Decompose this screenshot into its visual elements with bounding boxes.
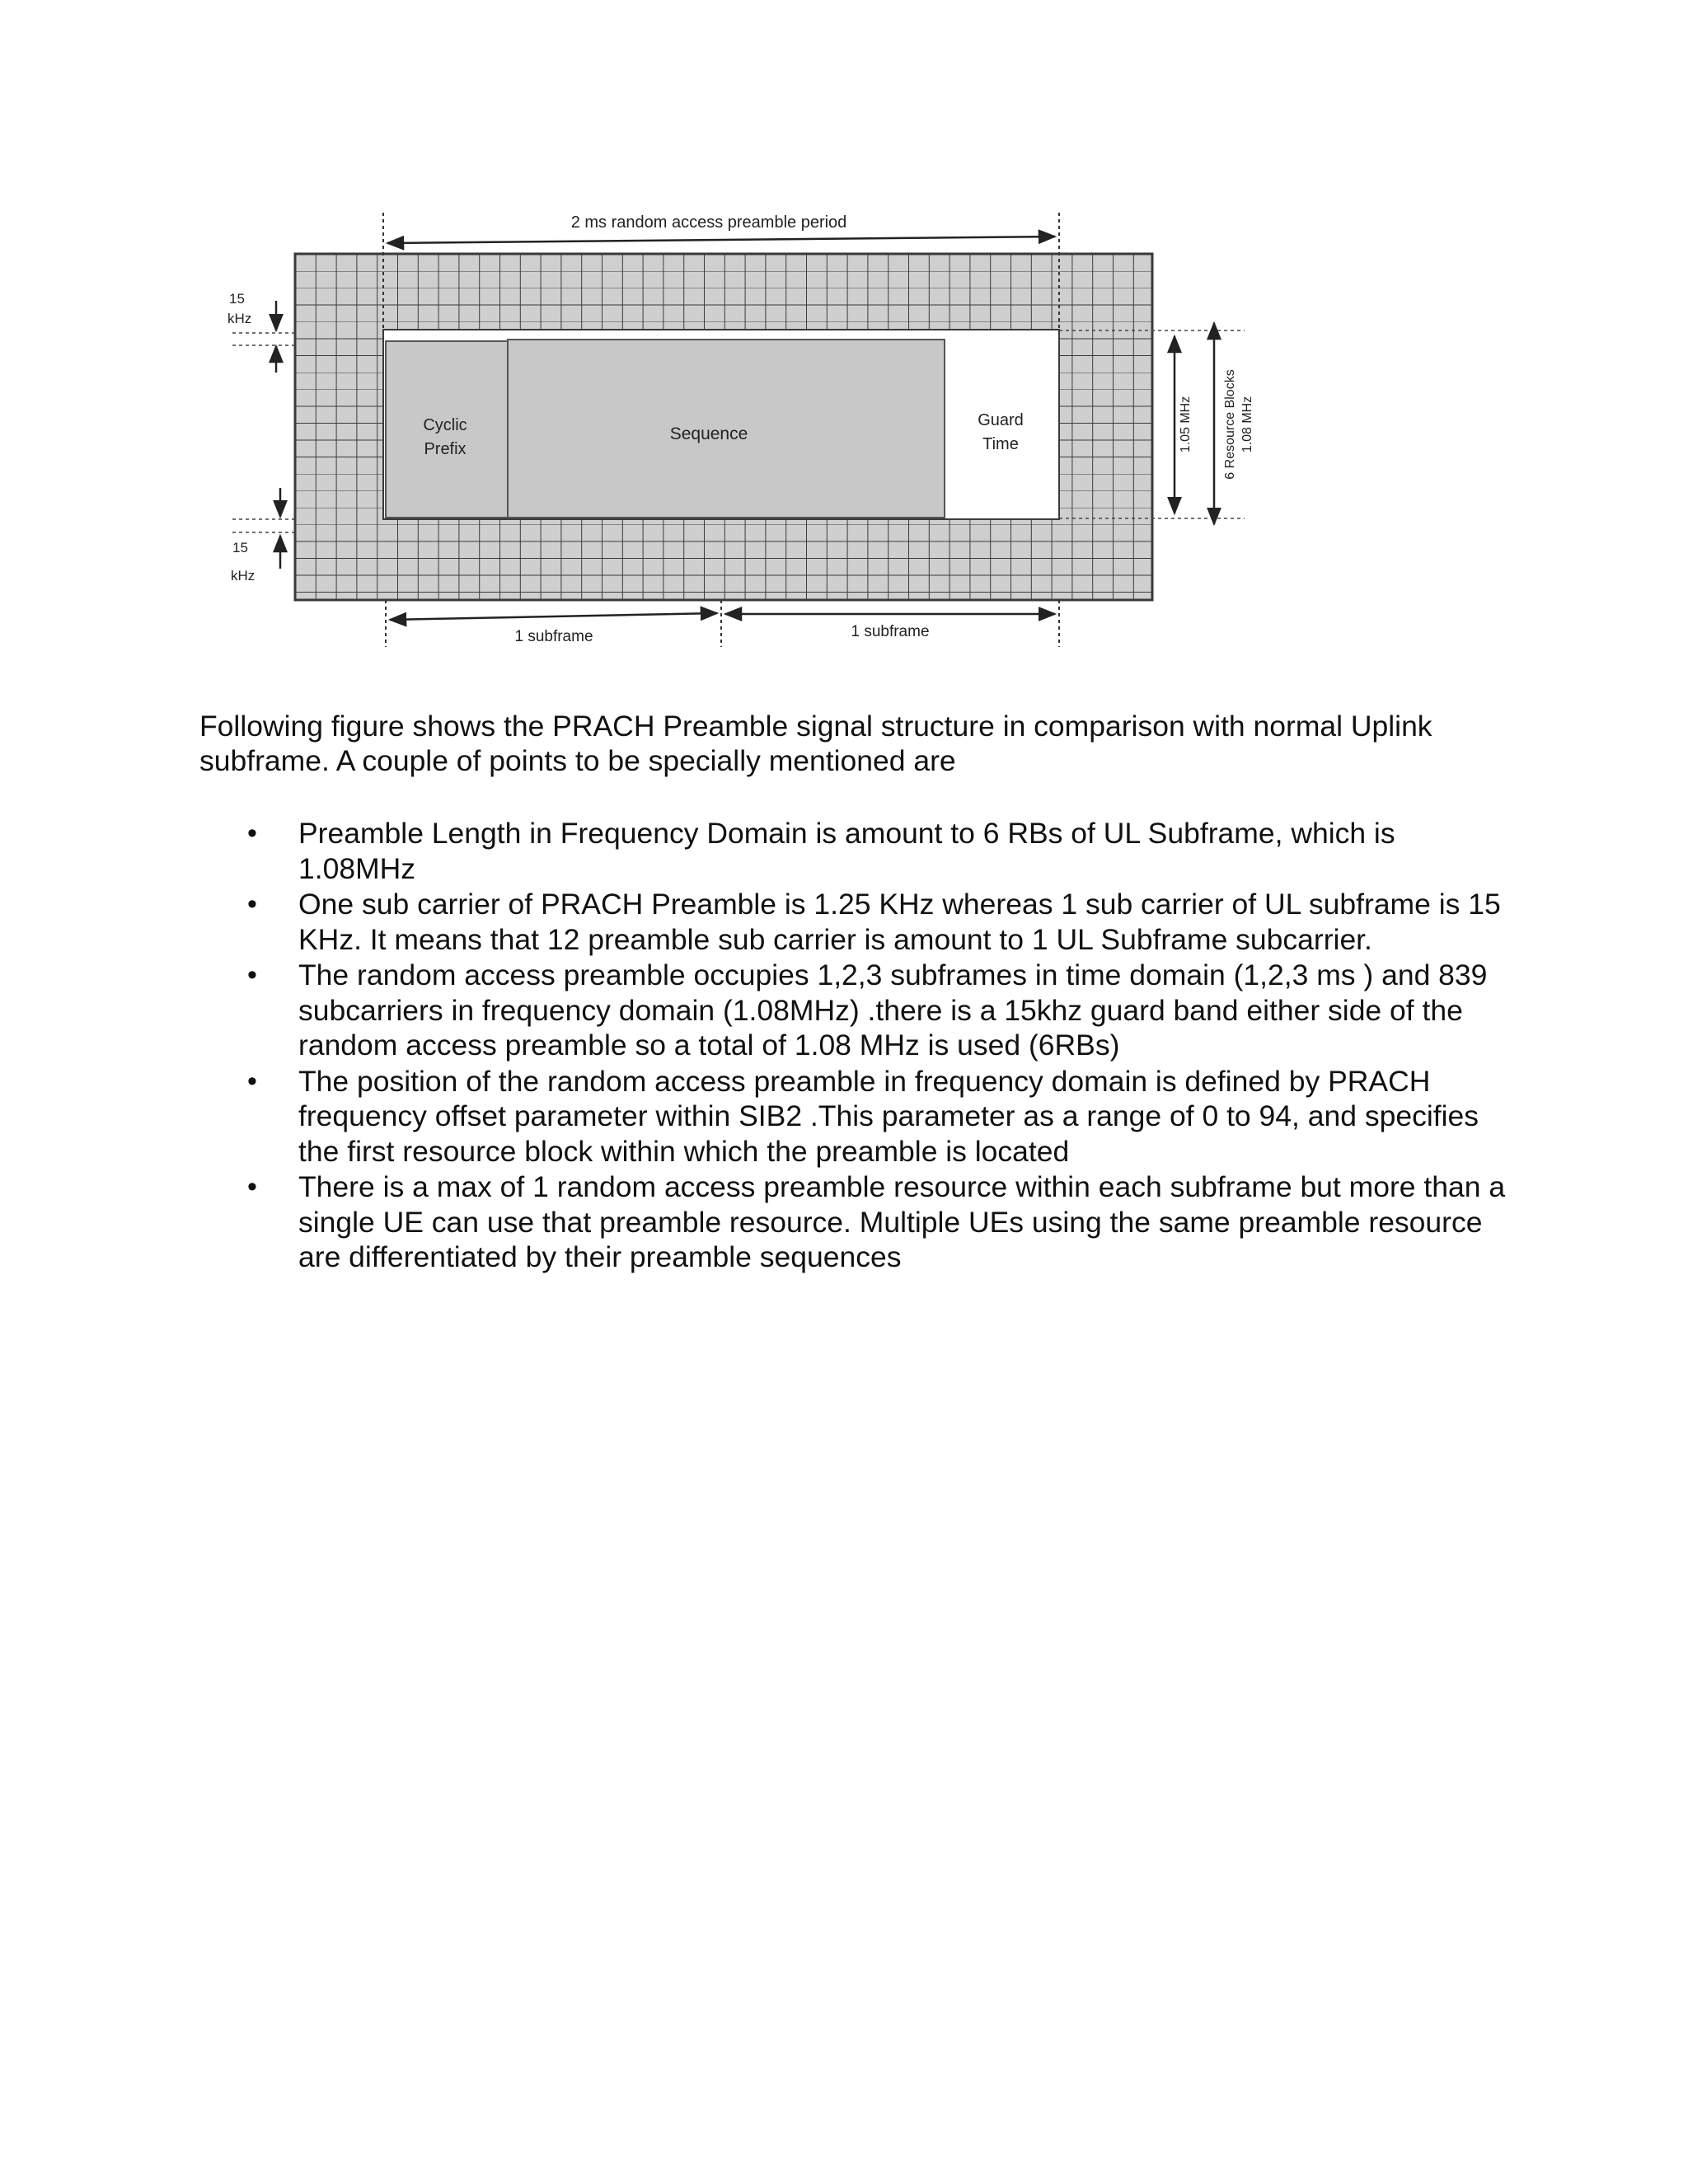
cyclic-prefix-label-2: Prefix xyxy=(424,440,467,458)
bottom-khz-unit: kHz xyxy=(231,568,256,583)
subframe-left-label: 1 subframe xyxy=(514,628,593,645)
guard-time-label-2: Time xyxy=(982,435,1019,453)
top-khz-value: 15 xyxy=(229,291,245,307)
bandwidth-label: 1.05 MHz xyxy=(1179,396,1193,453)
list-item: • One sub carrier of PRACH Preamble is 1.25 KHz whereas 1 sub carrier of UL subframe is 15 KHz. It means that 12 preamble sub carrier is amount to 1 UL Subframe subcarrier. xyxy=(199,887,1518,957)
cyclic-prefix-label-1: Cyclic xyxy=(423,416,467,434)
guard-time-label-1: Guard xyxy=(978,411,1024,429)
resource-blocks-label: 6 Resource Blocks xyxy=(1223,369,1237,480)
period-label: 2 ms random access preamble period xyxy=(570,213,847,232)
list-item: • There is a max of 1 random access preamble resource within each subframe but more than a single UE can use that preamble resource. Multiple UEs using the same preamble resource are differentiated by their preamble sequences xyxy=(199,1169,1518,1275)
list-item: • Preamble Length in Frequency Domain is amount to 6 RBs of UL Subframe, which is 1.08MHz xyxy=(199,816,1518,886)
resource-blocks-freq: 1.08 MHz xyxy=(1240,396,1254,453)
bottom-khz-value: 15 xyxy=(232,540,248,555)
top-khz-unit: kHz xyxy=(227,311,252,326)
sequence-label: Sequence xyxy=(669,424,748,443)
list-item: • The random access preamble occupies 1,2,3 subframes in time domain (1,2,3 ms ) and 839 subcarriers in frequency domain (1.08MHz) .there is a 15khz guard band either side of the random access preamble so a total of 1.08 MHz is used (6RBs) xyxy=(199,958,1518,1063)
subframe-right-label: 1 subframe xyxy=(851,623,930,640)
prach-preamble-figure xyxy=(0,0,1688,684)
subframe-left-arrow xyxy=(390,613,717,620)
intro-paragraph: Following figure shows the PRACH Preamble signal structure in comparison with normal Uplink subframe. A couple of points to be specially mentioned are xyxy=(199,710,1432,777)
list-item: • The position of the random access preamble in frequency domain is defined by PRACH frequency offset parameter within SIB2 .This parameter as a range of 0 to 94, and specifies the first resource block within which the preamble is located xyxy=(199,1064,1518,1169)
period-arrow xyxy=(387,237,1055,243)
bullet-list xyxy=(199,816,1518,1276)
